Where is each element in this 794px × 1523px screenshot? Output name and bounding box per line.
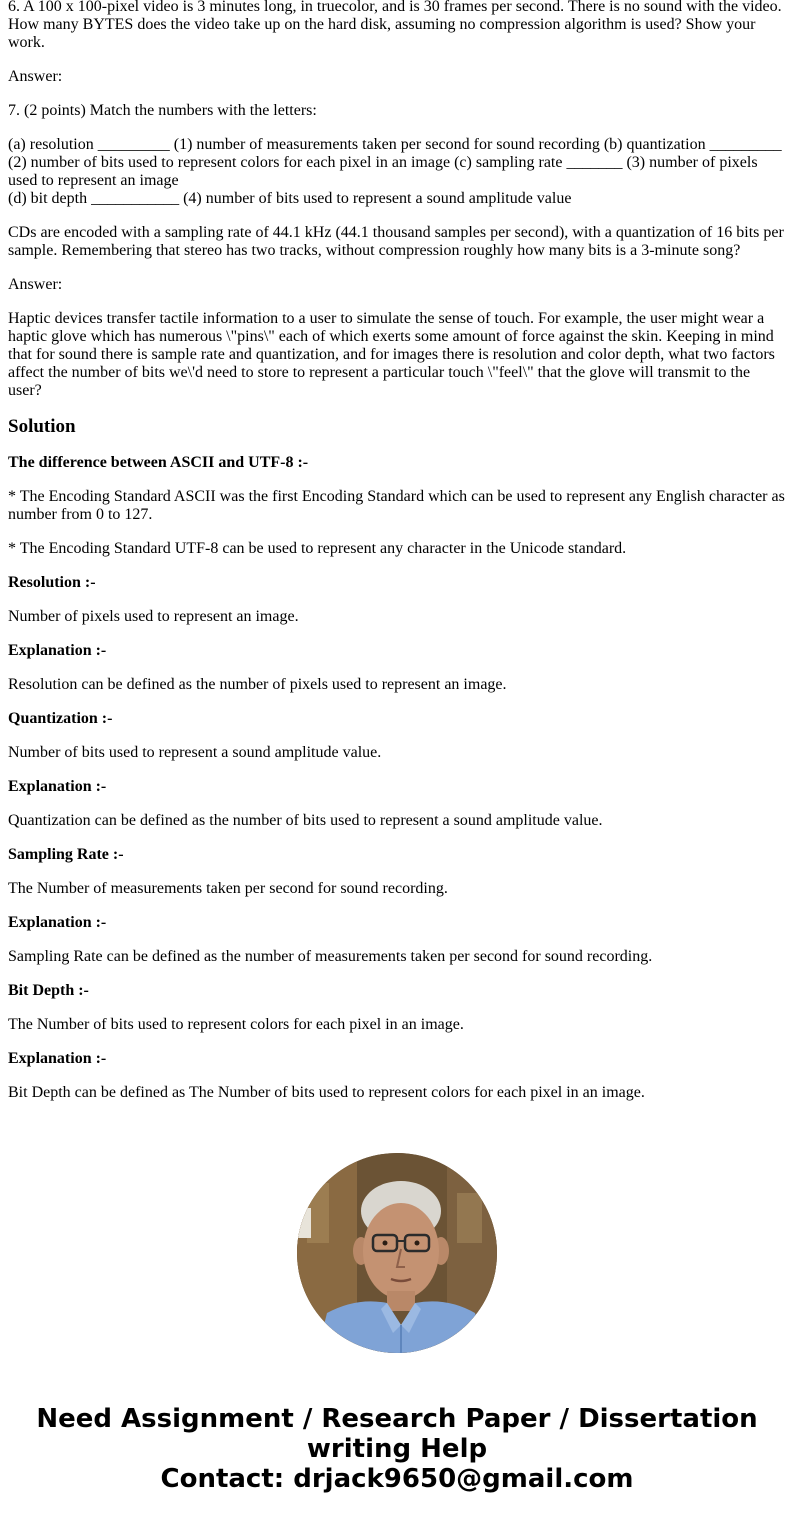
haptic-question-text: Haptic devices transfer tactile information to a user to simulate the sense of touch. For example, the user might wear a haptic glove which has numerous \"pins\" each of which exerts some amount of force against the skin. Keeping in mind that for sound there is sample rate and quantization, and for images there is resolution and color depth, what two factors affect the number of bits we\'d need to store to represent a particular touch \"feel\" that the glove will transmit to the user?	[8, 310, 775, 399]
cd-question-text: CDs are encoded with a sampling rate of 44.1 kHz (44.1 thousand samples per second), with a quantization of 16 bits per sample. Remembering that stereo has two tracks, without compression roughly how many bits is a 3-minute song?	[8, 224, 784, 259]
promo-headline: Need Assignment / Research Paper / Dissertation writing Help	[36, 1404, 758, 1464]
bit-depth-explanation: Bit Depth can be defined as The Number of bits used to represent colors for each pixel in an image.	[8, 1084, 645, 1101]
sampling-rate-explanation: Sampling Rate can be defined as the number of measurements taken per second for sound recording.	[8, 948, 653, 965]
resolution-label: Resolution :-	[8, 574, 96, 591]
utf8-point: * The Encoding Standard UTF-8 can be used to represent any character in the Unicode standard.	[8, 540, 627, 557]
bit-depth-label: Bit Depth :-	[8, 982, 89, 999]
explanation-label: Explanation :-	[8, 642, 107, 659]
quantization-definition: Number of bits used to represent a sound amplitude value.	[8, 744, 382, 761]
author-avatar	[297, 1153, 497, 1353]
ascii-utf8-heading: The difference between ASCII and UTF-8 :-	[8, 454, 309, 471]
question-7-matching: (a) resolution _________ (1) number of measurements taken per second for sound recording (b) quantization _________ (2) number of bits used to represent colors for each pixel in an image (c) sampling rate _______ (3) number of pixels used to represent an image	[8, 136, 782, 189]
quantization-explanation: Quantization can be defined as the number of bits used to represent a sound amplitude value.	[8, 812, 603, 829]
quantization-label: Quantization :-	[8, 710, 113, 727]
ascii-point: * The Encoding Standard ASCII was the first Encoding Standard which can be used to represent any English character as number from 0 to 127.	[8, 488, 785, 523]
explanation-label: Explanation :-	[8, 1050, 107, 1067]
question-6-text: 6. A 100 x 100-pixel video is 3 minutes long, in truecolor, and is 30 frames per second. There is no sound with the video. How many BYTES does the video take up on the hard disk, assuming no compression algorithm is used? Show your work.	[8, 0, 782, 51]
sampling-rate-label: Sampling Rate :-	[8, 846, 124, 863]
promo-contact: Contact: drjack9650@gmail.com	[160, 1464, 634, 1494]
explanation-label: Explanation :-	[8, 914, 107, 931]
resolution-explanation: Resolution can be defined as the number of pixels used to represent an image.	[8, 676, 507, 693]
answer-label: Answer:	[8, 68, 63, 85]
document-body	[8, 0, 786, 1118]
avatar-portrait-image	[297, 1153, 497, 1353]
answer-label: Answer:	[8, 276, 63, 293]
resolution-definition: Number of pixels used to represent an image.	[8, 608, 299, 625]
sampling-rate-definition: The Number of measurements taken per second for sound recording.	[8, 880, 448, 897]
explanation-label: Explanation :-	[8, 778, 107, 795]
question-7-text: 7. (2 points) Match the numbers with the letters:	[8, 102, 317, 119]
bit-depth-definition: The Number of bits used to represent colors for each pixel in an image.	[8, 1016, 464, 1033]
question-7-matching-d: (d) bit depth ___________ (4) number of bits used to represent a sound amplitude value	[8, 190, 572, 207]
solution-heading: Solution	[8, 416, 76, 437]
promo-banner	[0, 1404, 794, 1494]
